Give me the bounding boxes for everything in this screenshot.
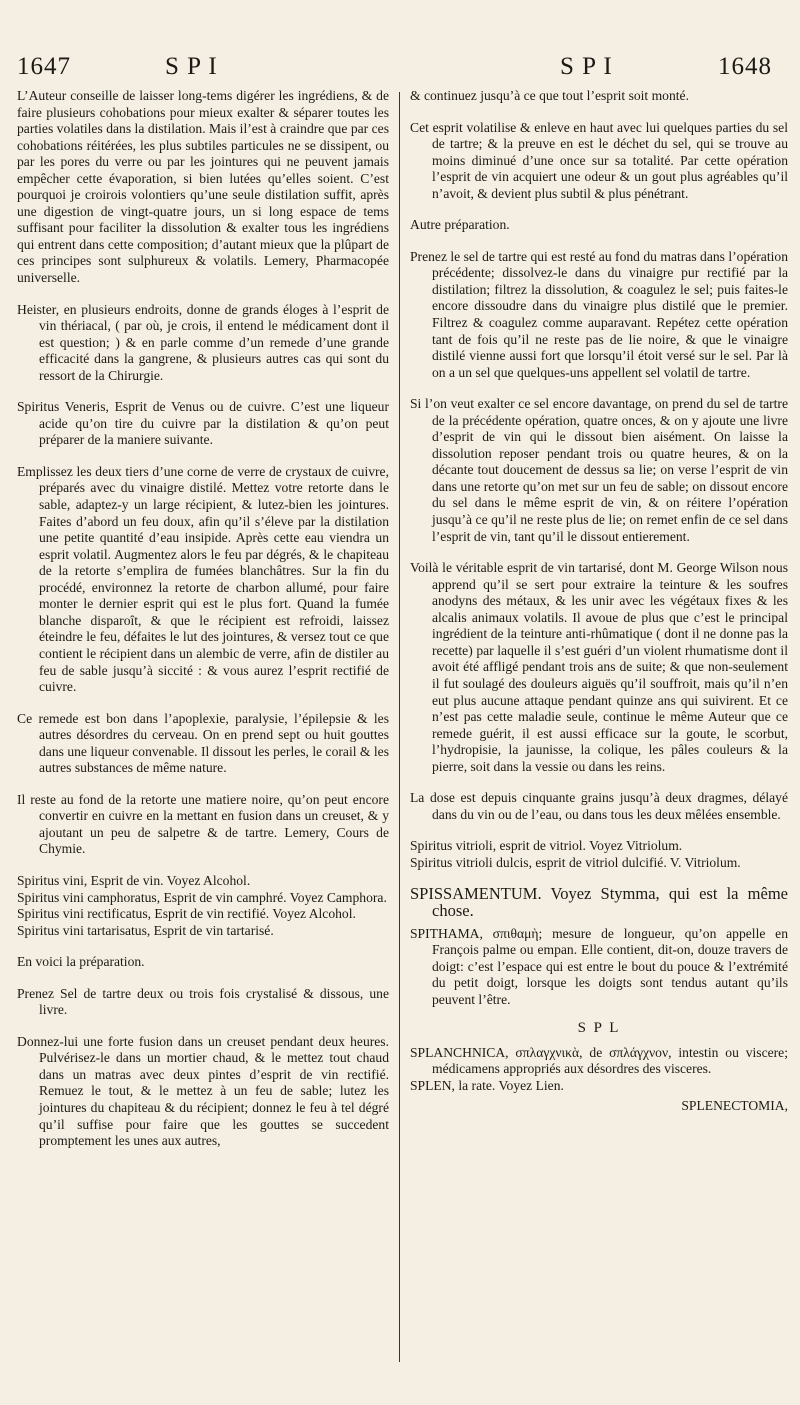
entry-spiritus-veneris: Spiritus Veneris, Esprit de Venus ou de cuivre. C’est une liqueur acide qu’on tire du cuivre par la distilation & qu’on peut préparer de la maniere suivante. (17, 399, 389, 448)
entry-spiritus-vitrioli-dulcis: Spiritus vitrioli dulcis, esprit de vitriol dulcifié. V. Vitriolum. (410, 854, 741, 870)
entry-spiritus-vini-tartarisatus: Spiritus vini tartarisatus, Esprit de vin tartarisé. (17, 922, 274, 938)
recipe-ingredient: Prenez Sel de tartre deux ou trois fois crystalisé & dissous, une livre. (17, 985, 389, 1018)
paragraph: & continuez jusqu’à ce que tout l’esprit soit monté. (410, 88, 689, 103)
entry-spiritus-vini-camphoratus: Spiritus vini camphoratus, Esprit de vin camphré. Voyez Camphora. (17, 889, 387, 905)
left-page-number: 1647 (17, 53, 71, 80)
catchword: SPLENECTOMIA, (681, 1098, 788, 1114)
paragraph: Ce remede est bon dans l’apoplexie, paralysie, l’épilepsie & les autres désordres du cerveau. On en prend sept ou huit gouttes dans une liqueur convenable. Il dissout les perles, le corail & les autres substances de même nature. (17, 710, 389, 776)
left-running-head: S P I (165, 53, 218, 80)
paragraph: Heister, en plusieurs endroits, donne de grands éloges à l’esprit de vin thériacal, ( par où, je crois, il entend le médicament dont il est question; ) & en parle comme d’un remede d’une grande efficacité dans la gangrene, & plusieurs autres cas qui sont du ressort de la Chirurgie. (17, 301, 389, 383)
column-divider (399, 92, 400, 1362)
paragraph: Cet esprit volatilise & enleve en haut avec lui quelques parties du sel de tartre; & la preuve en est le déchet du sel, qui se trouve au moins diminué d’une once sur sa totalité. Par cette opération l’esprit de vin acquiert une odeur & un gout plus agréables qu’il n’avoit, & devient plus subtil & plus pénétrant. (410, 119, 788, 201)
left-column (17, 88, 389, 1150)
entry-spithama: SPITHAMA, σπιθαμὴ; mesure de longueur, qu’on appelle en François palme ou empan. Elle contient, dit-on, douze travers de doigt: c’est l’espace qui est entre le bout du pouce & l’extrémité du petit doigt, lorsque les doigts sont tendus autant qu’ils peuvent l’être. (410, 925, 788, 1007)
entry-spiritus-vitrioli: Spiritus vitrioli, esprit de vitriol. Voyez Vitriolum. (410, 838, 683, 854)
entry-spiritus-vini: Spiritus vini, Esprit de vin. Voyez Alcohol. (17, 872, 251, 888)
recipe-paragraph: Prenez le sel de tartre qui est resté au fond du matras dans l’opération précédente; dissolvez-le dans du vinaigre pur rectifié par la distilation; filtrez la dissolution, & coagulez le sel; puis faites-le encore dissoudre dans du vinaigre plus distilé que le premier. Filtrez & coagulez comme auparavant. Repétez cette opération tant de fois qu’il ne reste pas de lie noire, & que le vinaigre distilé vienne aussi fort que lorsqu’il étoit versé sur le sel. Par là on a un sel que quelques-uns appellent sel volatil de tartre. (410, 248, 788, 380)
recipe-paragraph: Donnez-lui une forte fusion dans un creuset pendant deux heures. Pulvérisez-le dans un mortier chaud, & le mettez tout chaud dans un matras avec deux pintes d’esprit de vin rectifié. Remuez le tout, & le mettez à un feu de sable; lutez les jointures du chapiteau & du récipient; donnez le feu à tel dégré qu’il suffise pour faire que les gouttes se succedent promptement les unes aux autres, (17, 1033, 389, 1149)
section-heading: Autre préparation. (410, 217, 510, 233)
recipe-paragraph: Emplissez les deux tiers d’une corne de verre de crystaux de cuivre, préparés avec du vinaigre distilé. Mettez votre retorte dans le sable, adaptez-y un large récipient, & lutez-bien les jointures. Faites d’abord un feu doux, afin qu’il s’éleve par la distilation une petite quantité d’eau insipide. Après cette eau viendra un esprit volatil. Augmentez alors le feu par dégrés, & le chapiteau de la retorte s’emplira de fumées blanchâtres. Sur la fin du procédé, environnez la retorte de charbon allumé, pour faire monter le dernier esprit qui est le plus fort. Quand la fumée blanche disparoît, & que le récipient est refroidi, laissez éteindre le feu, défaites le lut des jointures, & versez tout ce que contient le récipient dans un alembic de verre, afin de distiler au feu de sable jusqu’à siccité : & vous aurez l’esprit rectifié de cuivre. (17, 463, 389, 695)
paragraph: L’Auteur conseille de laisser long-tems digérer les ingrédiens, & de faire plusieurs cohobations pour mieux exalter & séparer toutes les parties volatiles dans la distilation. Mais il’est à craindre que par ces cohobations réitérées, les plus subtiles particules ne se dissipent, ou par les pores du verre ou par les jointures qui ne peuvent jamais empêcher cette évaporation, si bien lutées qu’elles soient. C’est pourquoi je croirois volontiers qu’une seule distilation suffit, après une digestion de vingt-quatre jours, un si long espace de tems suffisant pour faciliter la dissolution & exalter tous les ingrédiens qui entrent dans cette composition; d’autant mieux que la plûpart de ces principes sont sulphureux & volatils. Lemery, Pharmacopée universelle. (17, 88, 389, 286)
section-letter-heading: S P L (577, 1020, 621, 1037)
entry-spissamentum: SPISSAMENTUM. Voyez Stymma, qui est la même chose. (410, 884, 788, 920)
paragraph: En voici la préparation. (17, 954, 145, 970)
entry-spiritus-vini-rectificatus: Spiritus vini rectificatus, Esprit de vin rectifié. Voyez Alcohol. (17, 906, 356, 922)
right-column (410, 88, 788, 1115)
right-page-number: 1648 (718, 53, 772, 80)
entry-splanchnica: SPLANCHNICA, σπλαγχνικὰ, de σπλάγχνον, intestin ou viscere; médicamens appropriés aux désordres des visceres. (410, 1044, 788, 1077)
paragraph: Voilà le véritable esprit de vin tartarisé, dont M. George Wilson nous apprend qu’il se sert pour extraire la teinture & les soufres anodyns des métaux, & les unir avec les végétaux fixes & les alcalis animaux volatils. Il avoue de plus que c’est le principal ingrédient de la teinture anti-rhûmatique ( dont il ne donne pas la recette) par laquelle il s’est guéri d’un violent rhumatisme dont il avoit été affligé pendant trois ans de suite; & que non-seulement il fut soulagé des douleurs aiguës qu’il souffroit, mais qu’il n’en eut plus aucune attaque pendant quinze ans qui suivirent. Et ce n’est pas cette maladie seule, continue le même Auteur que ce remede guérit, il est aussi efficace sur la goute, le scorbut, l’hydropisie, la jaunisse, la colique, les pâles couleurs & la pierre, soit dans la vessie ou dans les reins. (410, 560, 788, 774)
paragraph: La dose est depuis cinquante grains jusqu’à deux dragmes, délayé dans du vin ou de l’eau, ou dans tous les deux mêlées ensemble. (410, 790, 788, 822)
right-running-head: S P I (560, 53, 613, 80)
paragraph: Si l’on veut exalter ce sel encore davantage, on prend du sel de tartre de la précédente opération, quatre onces, & on y ajoute une livre d’esprit de vin qui le dissout bien aisément. On laisse la dissolution reposer pendant trois ou quatre heures, & on la décante tout doucement de dessus sa lie; on verse l’esprit de vin dans une retorte qu’on met sur un feu de sable; on dissout encore du sel dans le même esprit de vin, & on réitere l’opération jusqu’à ce qu’il ne reste plus de lie; on remet enfin de ce sel dans l’esprit de vin, tant qu’il le dissout entierement. (410, 396, 788, 544)
paragraph: Il reste au fond de la retorte une matiere noire, qu’on peut encore convertir en cuivre en la mettant en fusion dans un creuset, & y ajoutant un peu de salpetre & de tartre. Lemery, Cours de Chymie. (17, 791, 389, 857)
entry-splen: SPLEN, la rate. Voyez Lien. (410, 1077, 564, 1093)
